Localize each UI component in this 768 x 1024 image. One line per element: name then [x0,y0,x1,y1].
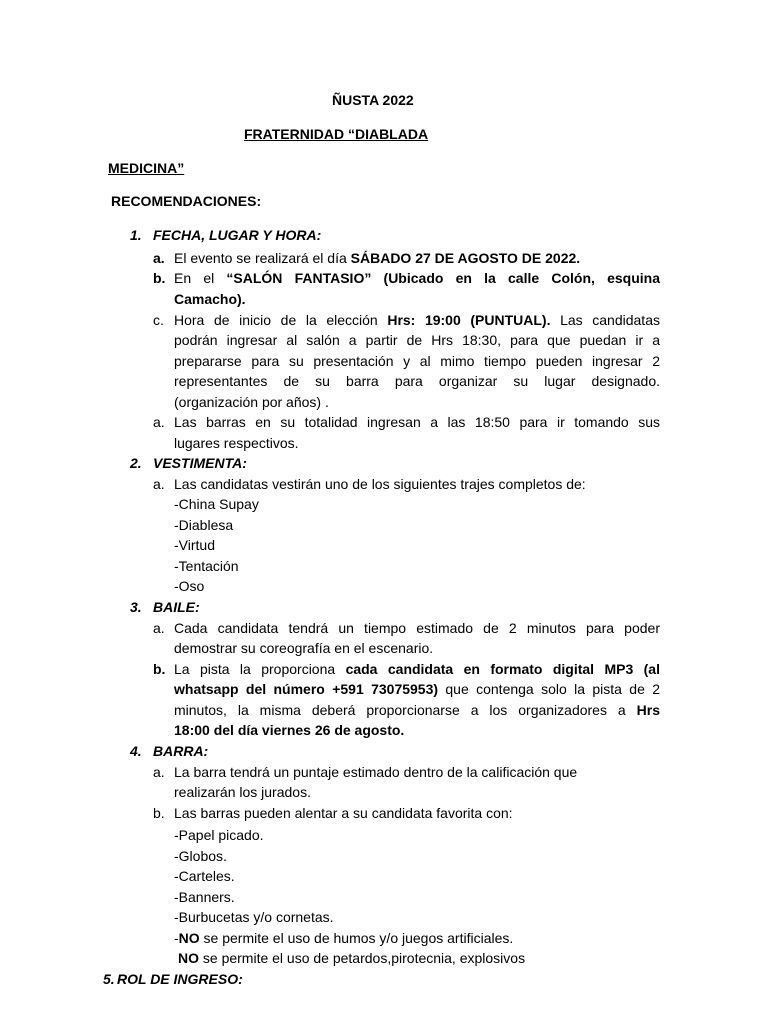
list-item-line: prepararse para su presentación y al mimo tiempo pueden ingresar 2 [174,353,660,369]
list-entry: -Carteles. [174,868,235,884]
list-marker: a. [153,620,165,636]
list-item-line: representantes de su barra para organizar su lugar designado. [174,373,660,389]
list-marker: c. [153,312,164,328]
section-number: 5. [103,971,115,987]
section-title: BARRA: [153,743,209,759]
document-subtitle: FRATERNIDAD “DIABLADA [244,126,429,142]
list-marker: a. [153,764,165,780]
section-number: 2. [130,455,142,471]
list-item: Las barras pueden alentar a su candidata favorita con: [174,805,513,821]
list-entry: -Tentación [174,558,239,574]
list-entry: -Virtud [174,537,215,553]
list-entry: -Oso [174,578,205,594]
list-marker: a. [153,250,165,266]
list-entry: -China Supay [174,496,259,512]
list-item-line: 18:00 del día viernes 26 de agosto. [174,722,405,738]
list-item-line: En el “SALÓN FANTASIO” (Ubicado en la calle Colón, esquina [174,270,660,286]
list-item-line: Hora de inicio de la elección Hrs: 19:00 (PUNTUAL). Las candidatas [174,312,660,328]
section-number: 1. [130,227,142,243]
list-item-line: La pista la proporciona cada candidata en formato digital MP3 (al [174,661,660,677]
list-entry: -Globos. [174,848,227,864]
list-marker: b. [153,270,166,286]
list-entry: -Burbucetas y/o cornetas. [174,909,334,925]
document-subtitle-continued: MEDICINA” [108,160,185,176]
list-entry: -Papel picado. [174,827,264,843]
list-item-line: lugares respectivos. [174,435,299,451]
list-item-line: Camacho). [174,291,246,307]
section-title: VESTIMENTA: [153,455,247,471]
list-item-line: Cada candidata tendrá un tiempo estimado de 2 minutos para poder [174,620,660,636]
list-item-line: (organización por años) . [174,394,329,410]
list-marker: b. [153,661,166,677]
section-heading: RECOMENDACIONES: [111,193,262,209]
list-item-line: demostrar su coreografía en el escenario. [174,640,434,656]
list-item-line: podrán ingresar al salón a partir de Hrs 18:30, para que puedan ir a [174,332,660,348]
list-entry: -Banners. [174,889,235,905]
list-item-line: minutos, la misma deberá proporcionarse a los organizadores a Hrs [174,702,660,718]
list-marker: a. [153,414,165,430]
list-marker: b. [153,805,165,821]
restriction-note: -NO se permite el uso de humos y/o juegos artificiales. [174,930,514,946]
list-item-line: realizarán los jurados. [174,784,311,800]
section-title: BAILE: [153,599,200,615]
document-title: ÑUSTA 2022 [332,92,414,108]
section-title: ROL DE INGRESO: [117,971,243,987]
list-item: El evento se realizará el día SÁBADO 27 DE AGOSTO DE 2022. [174,250,581,266]
list-entry: -Diablesa [174,517,234,533]
section-title: FECHA, LUGAR Y HORA: [153,227,322,243]
section-number: 3. [130,599,142,615]
section-number: 4. [130,743,142,759]
restriction-note: NO se permite el uso de petardos,pirotecnia, explosivos [178,950,526,966]
list-item-line: La barra tendrá un puntaje estimado dentro de la calificación que [174,764,578,780]
list-item-line: whatsapp del número +591 73075953) que contenga solo la pista de 2 [174,681,661,697]
list-item-line: Las barras en su totalidad ingresan a las 18:50 para ir tomando sus [174,414,660,430]
list-item: Las candidatas vestirán uno de los siguientes trajes completos de: [174,476,586,492]
list-marker: a. [153,476,165,492]
